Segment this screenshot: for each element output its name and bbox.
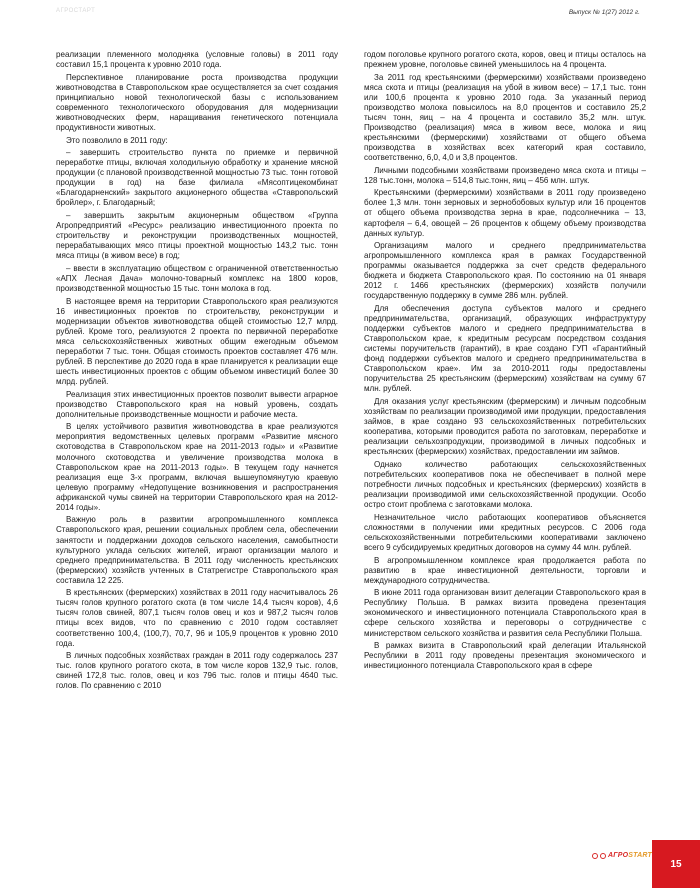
paragraph: – завершить строительство пункта по приемке и первичной переработке птицы, включая холодильную обработку и хранение мясной продукции (с плановой производственной мощностью 73 тыс. тонн готовой продукции в год) на базе филиала «Мясоптицекомбинат «Благодарненский» закрытого акционерного общества «Ставропольский бройлер», г. Благодарный; xyxy=(56,148,338,208)
paragraph: В крестьянских (фермерских) хозяйствах в 2011 году насчитывалось 26 тысяч голов крупного рогатого скота (в том числе 14,4 тысяч коров), 4,6 тысяч голов свиней, 807,1 тысяч голов овец и коз и 987,2 тысяч голов птицы всех видов, что по сравнению с 2010 годом составляет соответственно 100,4, (100,7), 70,7, 96 и 105,9 процентов к уровню 2010 года. xyxy=(56,588,338,648)
paragraph: – ввести в эксплуатацию обществом с ограниченной ответственностью «АПХ Лесная Дача» молочно-товарный комплекс на 1800 коров, производственной мощностью 15 тыс. тонн молока в год. xyxy=(56,263,338,293)
paragraph: В июне 2011 года организован визит делегации Ставропольского края в Республику Польша. В рамках визита проведена презентация экономического и инвестиционного потенциала Ставропольского края в сфере сельского хозяйства и переговоры о сотрудничестве с министерством сельского хозяйства и развития села Республики Польша. xyxy=(364,588,646,638)
logo-circle-icon xyxy=(600,853,606,859)
paragraph: Организациям малого и среднего предпринимательства агропромышленного комплекса края в рамках Государственной программы оказывается поддержка за счет средств федерального бюджета и бюджета Ставропольского края. По состоянию на 01 января 2012 г. 1466 крестьянских (фермерских) хозяйств получили государственную поддержку в сумме 286 млн. рублей. xyxy=(364,241,646,301)
left-column xyxy=(56,50,338,858)
paragraph: В личных подсобных хозяйствах граждан в 2011 году содержалось 237 тыс. голов крупного рогатого скота, в том числе коров 132,9 тыс. голов, свиней 172,8 тыс. голов, овец и коз 796 тыс. голов и птицы 4640 тыс. голов. По сравнению с 2010 xyxy=(56,651,338,691)
paragraph: В рамках визита в Ставропольский край делегации Итальянской Республики в 2011 году проведены презентация экономического и инвестиционного потенциала Ставропольского края в сфере xyxy=(364,641,646,671)
paragraph: Незначительное число работающих кооперативов объясняется сложностями в получении ими кредитных ресурсов. С 2006 года сельскохозяйственными потребительскими кооперативами заключено всего 9 субсидируемых кредитных договоров на сумму 44 млн. рублей. xyxy=(364,512,646,552)
paragraph: За 2011 год крестьянскими (фермерскими) хозяйствами произведено мяса скота и птицы (реализация на убой в живом весе) – 17,1 тыс. тонн или 100,6 процента к уровню 2010 года. За указанный период производство молока повысилось на 8,0 процентов и составило 25,2 тысяч тонн, яиц – на 4 процента и составило 35,2 млн. штук. Производство (реализация) мяса в живом весе, молока и яиц крестьянскими (фермерскими) хозяйствами от общего объема производства в хозяйствах всех категорий края составило, соответственно, 6,0, 4,0 и 3,8 процентов. xyxy=(364,72,646,163)
paragraph: В настоящее время на территории Ставропольского края реализуются 16 инвестиционных проектов по строительству, реконструкции и модернизации объектов животноводства общей стоимостью 12,7 млрд. рублей. Кроме того, реализуются 2 проекта по первичной переработке мяса сельскохозяйственных животных общим ежегодным объемом переработки 7 тыс. тонн. Общая стоимость проектов составляет 476 млн. рублей. В перспективе до 2020 года в крае планируется к реализации еще шесть инвестиционных проектов с общим объемом инвестиций более 30 млрд. рублей. xyxy=(56,296,338,387)
logo-wordmark xyxy=(608,852,652,859)
paragraph: – завершить закрытым акционерным обществом «Группа Агропредприятий «Ресурс» реализацию инвестиционного проекта по строительству и реконструкции производственных мощностей, перерабатывающих мясо птицы проектной мощностью 143,2 тыс. тонн мяса птицы (в живом весе) в год; xyxy=(56,211,338,261)
logo-agro: АГРО xyxy=(608,852,629,859)
paragraph: В целях устойчивого развития животноводства в крае реализуются мероприятия ведомственных целевых программ «Развитие мясного скотоводства в Ставропольском крае на 2011-2013 годы» и «Развитие молочного скотоводства и увеличение производства молока в Ставропольском крае на 2011-2013 годы». В текущем году начнется реализация еще 3-х программ, включая вышеупомянутую краевую целевую программу «Недопущение возникновения и распространения африканской чумы свиней на территории Ставропольского края на 2012-2014 годы». xyxy=(56,422,338,512)
paragraph: Однако количество работающих сельскохозяйственных потребительских кооперативов пока не обеспечивает в полной мере потребности личных подсобных и крестьянских (фермерских) хозяйств в реализации производимой ими сельскохозяйственной продукции. Особо остро стоит проблема с заготовками молока. xyxy=(364,459,646,510)
issue-label: Выпуск № 1(27) 2012 г. xyxy=(568,9,640,16)
paragraph: Перспективное планирование роста производства продукции животноводства в Ставропольском крае осуществляется за счет создания принципиально новой технологической базы с использованием современного технологического оборудования для модернизации животноводческих ферм, наращивания генетического потенциала продуктивности животных. xyxy=(56,72,338,132)
paragraph: Крестьянскими (фермерскими) хозяйствами в 2011 году произведено более 1,3 млн. тонн зерновых и зернобобовых культур или 16 процентов от общего объема производства зерна в крае, подсолнечника – 13, картофеля – 6,4, овощей – 26 процентов к общему объему производства данных культур. xyxy=(364,188,646,238)
paragraph: годом поголовье крупного рогатого скота, коров, овец и птицы осталось на прежнем уровне, поголовье свиней уменьшилось на 4 процента. xyxy=(364,50,646,70)
paragraph: В агропромышленном комплексе края продолжается работа по развитию в крае инвестиционной деятельности, торговли и международного сотрудничества. xyxy=(364,555,646,585)
paragraph: Реализация этих инвестиционных проектов позволит вывести аграрное производство Ставропольского края на новый уровень, создать дополнительные производственные мощности и рабочие места. xyxy=(56,389,338,419)
paragraph: Важную роль в развитии агропромышленного комплекса Ставропольского края, решении социальных проблем села, обеспечении занятости и поддержании доходов сельского населения, самобытности культурного уклада сельских жителей, играют организации малого и среднего предпринимательства. В 2011 году численность крестьянских (фермерских) хозяйств учтенных в Статрегистре Ставропольского края составила 12 225. xyxy=(56,515,338,585)
paragraph: реализации племенного молодняка (условные головы) в 2011 году составил 15,1 процента к уровню 2010 года. xyxy=(56,50,338,70)
logo-circle-icon xyxy=(592,853,598,859)
logo-start: START xyxy=(628,852,652,859)
paragraph: Личными подсобными хозяйствами произведено мяса скота и птицы – 128 тыс.тонн, молока – 514,8 тыс.тонн, яиц – 456 млн. штук. xyxy=(364,165,646,185)
page-number-tab xyxy=(652,840,700,888)
page-number: 15 xyxy=(670,858,682,870)
page-footer xyxy=(0,840,700,888)
right-column xyxy=(364,50,646,858)
paragraph: Это позволило в 2011 году: xyxy=(66,135,168,145)
agrostart-logo xyxy=(592,852,652,859)
article-body xyxy=(56,50,646,858)
paragraph: Для обеспечения доступа субъектов малого и среднего предпринимательства, организаций, образующих инфраструктуру поддержки субъектов малого и среднего предпринимательства в Ставропольском крае, к кредитным ресурсам посредством создания системы поручительств (гарантий), в крае создано ГУП «Гарантийный фонд поддержки субъектов малого и среднего предпринимательства в Ставропольском крае». Им за 2010-2011 годы предоставлены поручительства 25 крестьянским (фермерским) хозяйствам на сумму 67 млн. рублей. xyxy=(364,304,646,394)
header-watermark: АГРОСТАРТ xyxy=(56,8,96,14)
page-header xyxy=(0,0,700,28)
paragraph: Для оказания услуг крестьянским (фермерским) и личным подсобным хозяйствам по реализации производимой ими продукции, предоставления займов, в крае создано 93 сельскохозяйственных потребительских кооператива, которыми проводится работа по заготовкам, переработке и реализации сельхозпродукции, производимой в личных подсобных и крестьянских (фермерских) хозяйствах, предоставлении им займов. xyxy=(364,397,646,457)
